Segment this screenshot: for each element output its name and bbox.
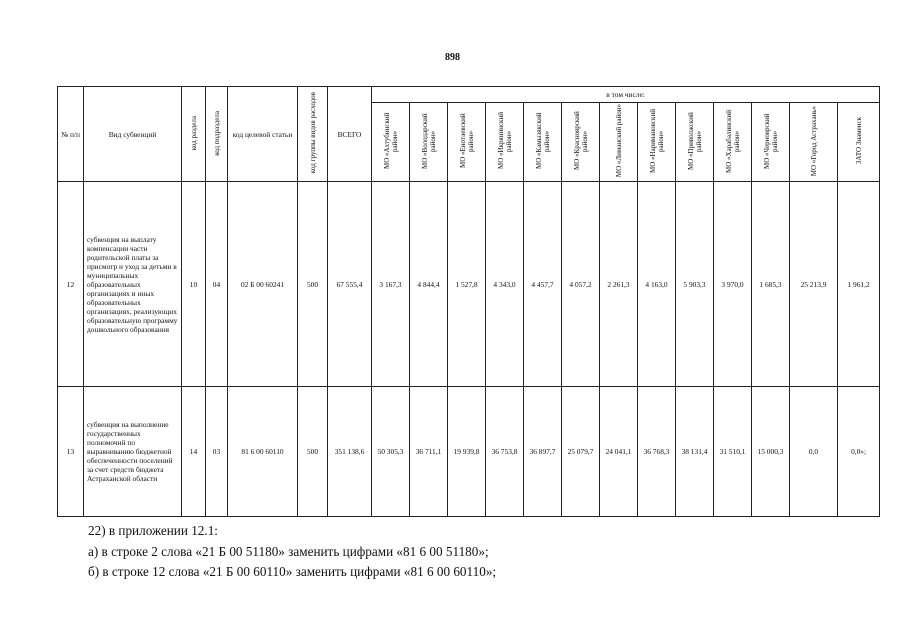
row-value: 3 167,3 — [372, 182, 410, 387]
row-value: 24 041,1 — [600, 387, 638, 517]
col-header-including: в том числе: — [372, 87, 880, 103]
row-value: 4 844,4 — [410, 182, 448, 387]
row-value: 4 343,0 — [486, 182, 524, 387]
subventions-table — [57, 86, 880, 517]
amendment-item-b: б) в строке 12 слова «21 Б 00 60110» заменить цифрами «81 6 00 60110»; — [88, 564, 497, 579]
row-subsection: 04 — [206, 182, 228, 387]
row-kind: субвенция на выплату компенсации части родительской платы за присмотр и уход за детьми в муниципальных образовательных организациях и иных образовательных организациях, реализующих образовательную программу дошкольного образования — [84, 182, 182, 387]
row-kind: субвенция на выполнение государственных полномочий по выравниванию бюджетной обеспеченности поселений за счет средств бюджета Астраханской области — [84, 387, 182, 517]
header-row-top — [58, 87, 880, 103]
row-value: 19 939,8 — [448, 387, 486, 517]
row-target: 81 6 00 60110 — [228, 387, 298, 517]
row-value: 2 261,3 — [600, 182, 638, 387]
col-header-district: ЗАТО Знаменск — [838, 103, 880, 182]
page-number: 898 — [445, 52, 460, 63]
row-target: 02 Б 00 60241 — [228, 182, 298, 387]
row-group: 500 — [298, 182, 328, 387]
table-row — [58, 387, 880, 517]
col-header-expense-group: код группы видов расходов — [298, 87, 328, 182]
row-value: 36 753,8 — [486, 387, 524, 517]
amendment-item-a: а) в строке 2 слова «21 Б 00 51180» заменить цифрами «81 6 00 51180»; — [88, 544, 489, 559]
row-value: 31 510,1 — [714, 387, 752, 517]
row-section: 14 — [182, 387, 206, 517]
col-header-section-code: код раздела — [182, 87, 206, 182]
row-value: 36 897,7 — [524, 387, 562, 517]
row-value: 4 457,7 — [524, 182, 562, 387]
row-total: 67 555,4 — [328, 182, 372, 387]
row-group: 500 — [298, 387, 328, 517]
row-value: 4 057,2 — [562, 182, 600, 387]
amendment-heading: 22) в приложении 12.1: — [88, 523, 218, 538]
row-value: 50 305,3 — [372, 387, 410, 517]
col-header-district: МО «Ахтубинский район» — [372, 103, 410, 182]
col-header-kind: Вид субвенций — [84, 87, 182, 182]
row-value: 38 131,4 — [676, 387, 714, 517]
row-value: 25 079,7 — [562, 387, 600, 517]
row-value: 1 961,2 — [838, 182, 880, 387]
row-value: 0,0»; — [838, 387, 880, 517]
col-header-district: МО «Лиманский район» — [600, 103, 638, 182]
col-header-district: МО «Камызякский район» — [524, 103, 562, 182]
row-value: 15 000,3 — [752, 387, 790, 517]
row-num: 13 — [58, 387, 84, 517]
col-header-district: МО «Город Астрахань» — [790, 103, 838, 182]
col-header-district: МО «Наримановский район» — [638, 103, 676, 182]
col-header-district: МО «Володарский район» — [410, 103, 448, 182]
col-header-total: ВСЕГО — [328, 87, 372, 182]
col-header-target-code: код целевой статьи — [228, 87, 298, 182]
row-total: 351 138,6 — [328, 387, 372, 517]
col-header-district: МО «Енотаевский район» — [448, 103, 486, 182]
col-header-district: МО «Приволжский район» — [676, 103, 714, 182]
row-value: 0,0 — [790, 387, 838, 517]
row-value: 36 768,3 — [638, 387, 676, 517]
row-num: 12 — [58, 182, 84, 387]
table-row — [58, 182, 880, 387]
row-value: 25 213,9 — [790, 182, 838, 387]
row-value: 1 685,3 — [752, 182, 790, 387]
row-section: 10 — [182, 182, 206, 387]
col-header-district: МО «Красноярский район» — [562, 103, 600, 182]
row-value: 4 163,0 — [638, 182, 676, 387]
col-header-district: МО «Черноярский район» — [752, 103, 790, 182]
row-value: 5 903,3 — [676, 182, 714, 387]
row-subsection: 03 — [206, 387, 228, 517]
col-header-subsection-code: код подраздела — [206, 87, 228, 182]
col-header-district: МО «Харабалинский район» — [714, 103, 752, 182]
row-value: 1 527,8 — [448, 182, 486, 387]
col-header-district: МО «Икрянинский район» — [486, 103, 524, 182]
row-value: 3 970,0 — [714, 182, 752, 387]
col-header-num: № п/п — [58, 87, 84, 182]
row-value: 36 711,1 — [410, 387, 448, 517]
